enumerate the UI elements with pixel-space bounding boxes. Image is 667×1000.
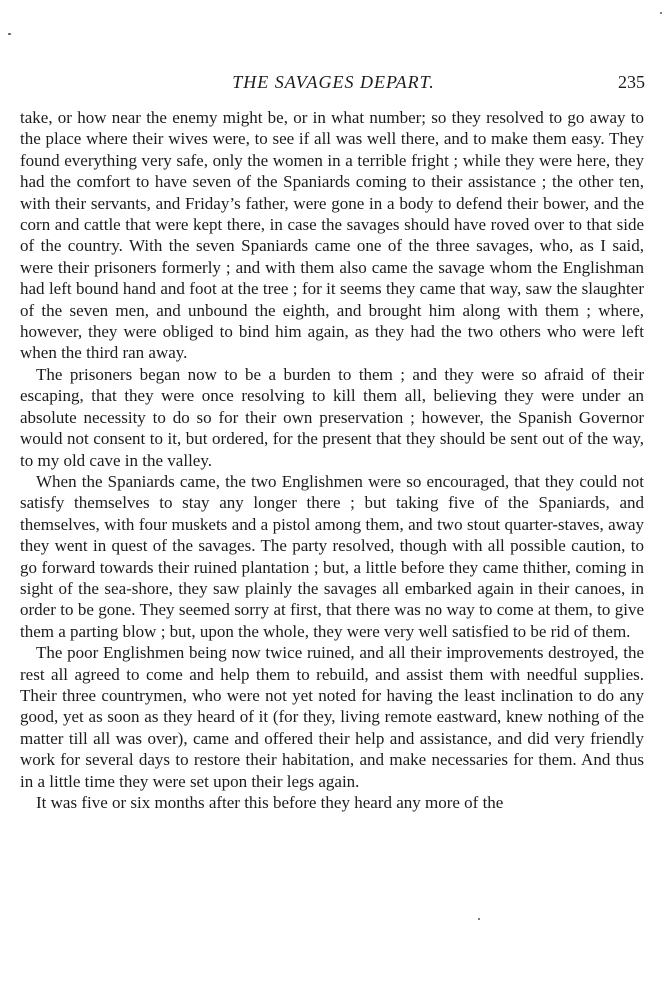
paragraph-englishmen-ruined: The poor Englishmen being now twice ruined, and all their improvements destroyed, the rest all agreed to come and help them to rebuild, and assist them with needful supplies. Their three countrymen, who were not yet noted for having the least inclination to do any good, yet as soon as they heard of it (for they, living remote eastward, knew nothing of the matter till all was over), came and offered their help and assistance, and did very friendly work for several days to restore their habitation, and make necessaries for them. And thus in a little time they were set upon their legs again.	[20, 643, 644, 791]
paragraph-spaniards-came: When the Spaniards came, the two Englishmen were so encouraged, that they could not satisfy themselves to stay any longer there ; but taking five of the Spaniards, and themselves, with four muskets and a pistol among them, and two stout quarter-staves, away they went in quest of the savages. The party resolved, though with all possible caution, to go forward towards their ruined plantation ; but, a little before they came thither, coming in sight of the sea-shore, they saw plainly the savages all embarked again in their canoes, in order to be gone. They seemed sorry at first, that there was no way to come at them, to give them a parting blow ; but, upon the whole, they were very well satisfied to be rid of them.	[20, 471, 644, 641]
paragraph-five-or-six-months: It was five or six months after this before they heard any more of the	[36, 793, 504, 812]
scan-speck-top-left	[8, 33, 11, 35]
running-title: THE SAVAGES DEPART.	[232, 72, 435, 92]
scan-speck-top-right	[660, 12, 662, 14]
body-text	[20, 107, 644, 813]
scan-speck-bottom	[478, 918, 480, 920]
page-number: 235	[618, 72, 645, 92]
running-head	[0, 70, 667, 94]
paragraph-prisoners: The prisoners began now to be a burden to them ; and they were so afraid of their escaping, that they were once resolving to kill them all, believing they were under an absolute necessity to do so for their own preservation ; however, the Spanish Governor would not consent to it, but ordered, for the present that they should be sent out of the way, to my old cave in the valley.	[20, 364, 644, 470]
paragraph-continued: take, or how near the enemy might be, or in what number; so they resolved to go away to the place where their wives were, to see if all was well there, and to make them easy. They found everything very safe, only the women in a terrible fright ; while they were here, they had the comfort to have seven of the Spaniards coming to their assistance ; the other ten, with their servants, and Friday’s father, were gone in a body to defend their bower, and the corn and cattle that were kept there, in case the savages should have roved over to that side of the country. With the seven Spaniards came one of the three savages, who, as I said, were their prisoners formerly ; and with them also came the savage whom the Englishman had left bound hand and foot at the tree ; for it seems they came that way, saw the slaughter of the seven men, and unbound the eighth, and brought him along with them ; where, however, they were obliged to bind him again, as they had the two others who were left when the third ran away.	[20, 108, 644, 363]
